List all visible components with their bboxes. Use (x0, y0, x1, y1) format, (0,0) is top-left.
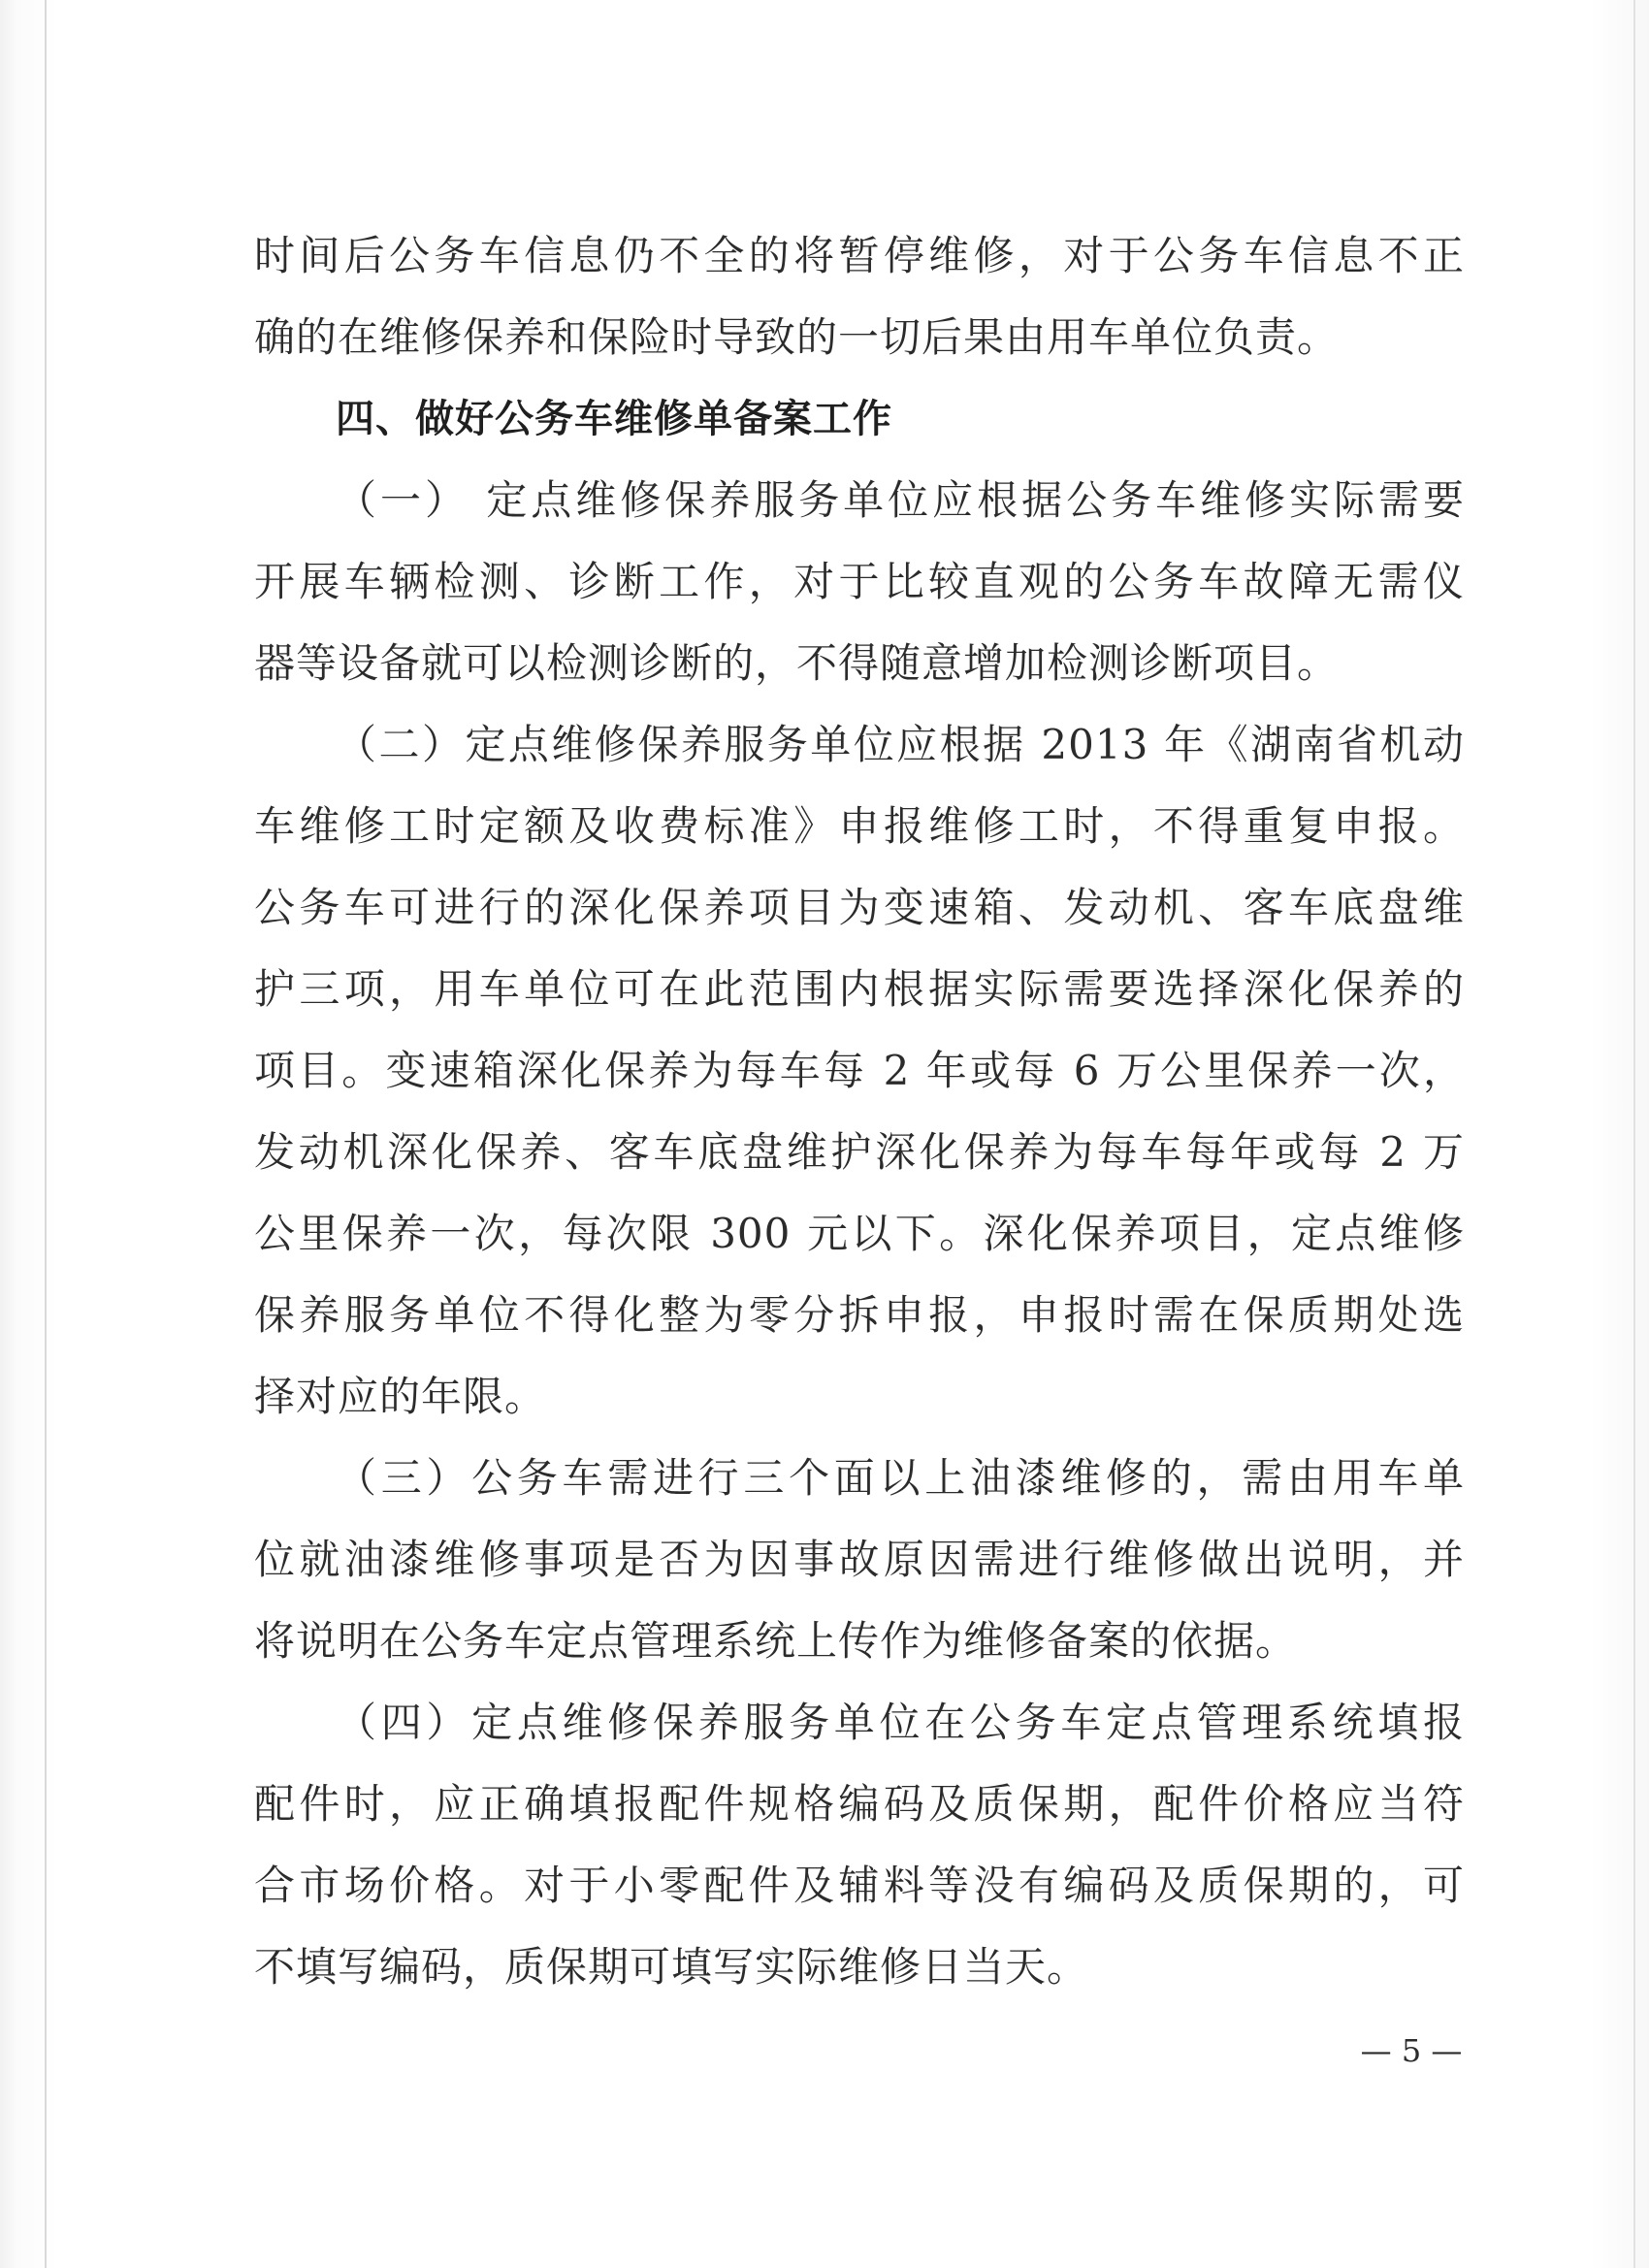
text-line: 开展车辆检测、诊断工作，对于比较直观的公务车故障无需仪 (254, 558, 1465, 605)
text-line: 合市场价格。对于小零配件及辅料等没有编码及质保期的，可 (254, 1862, 1465, 1909)
text-line: 将说明在公务车定点管理系统上传作为维修备案的依据。 (254, 1617, 1298, 1665)
text-line: 配件时，应正确填报配件规格编码及质保期，配件价格应当符 (254, 1780, 1465, 1828)
body-text (254, 215, 1465, 2008)
text-line: 护三项，用车单位可在此范围内根据实际需要选择深化保养的 (254, 965, 1465, 1013)
text-line: （一） 定点维修保养服务单位应根据公务车维修实际需要 (336, 476, 1465, 524)
text-line: 确的在维修保养和保险时导致的一切后果由用车单位负责。 (254, 313, 1340, 361)
text-line: 保养服务单位不得化整为零分拆申报，申报时需在保质期处选 (254, 1291, 1465, 1339)
text-line: 时间后公务车信息仍不全的将暂停维修，对于公务车信息不正 (254, 232, 1465, 279)
text-line: 发动机深化保养、客车底盘维护深化保养为每车每年或每 2 万 (254, 1128, 1465, 1176)
text-line: 公务车可进行的深化保养项目为变速箱、发动机、客车底盘维 (254, 884, 1465, 931)
scan-edge-left (45, 0, 47, 2268)
text-line: 择对应的年限。 (254, 1373, 547, 1420)
text-line: 公里保养一次，每次限 300 元以下。深化保养项目，定点维修 (254, 1210, 1465, 1257)
text-line: （二）定点维修保养服务单位应根据 2013 年《湖南省机动 (336, 721, 1465, 768)
text-line: 项目。变速箱深化保养为每车每 2 年或每 6 万公里保养一次， (254, 1047, 1465, 1094)
text-line: （四）定点维修保养服务单位在公务车定点管理系统填报 (336, 1699, 1465, 1746)
text-line: 器等设备就可以检测诊断的，不得随意增加检测诊断项目。 (254, 639, 1340, 687)
text-line: 不填写编码，质保期可填写实际维修日当天。 (254, 1943, 1089, 1991)
scan-edge-right (1633, 0, 1635, 2268)
section-heading: 四、做好公务车维修单备案工作 (336, 397, 892, 441)
text-line: 位就油漆维修事项是否为因事故原因需进行维修做出说明，并 (254, 1536, 1465, 1583)
page-number: — 5 — (1360, 2032, 1463, 2069)
text-line: 车维修工时定额及收费标准》申报维修工时，不得重复申报。 (254, 802, 1465, 850)
text-line: （三）公务车需进行三个面以上油漆维修的，需由用车单 (336, 1454, 1465, 1502)
